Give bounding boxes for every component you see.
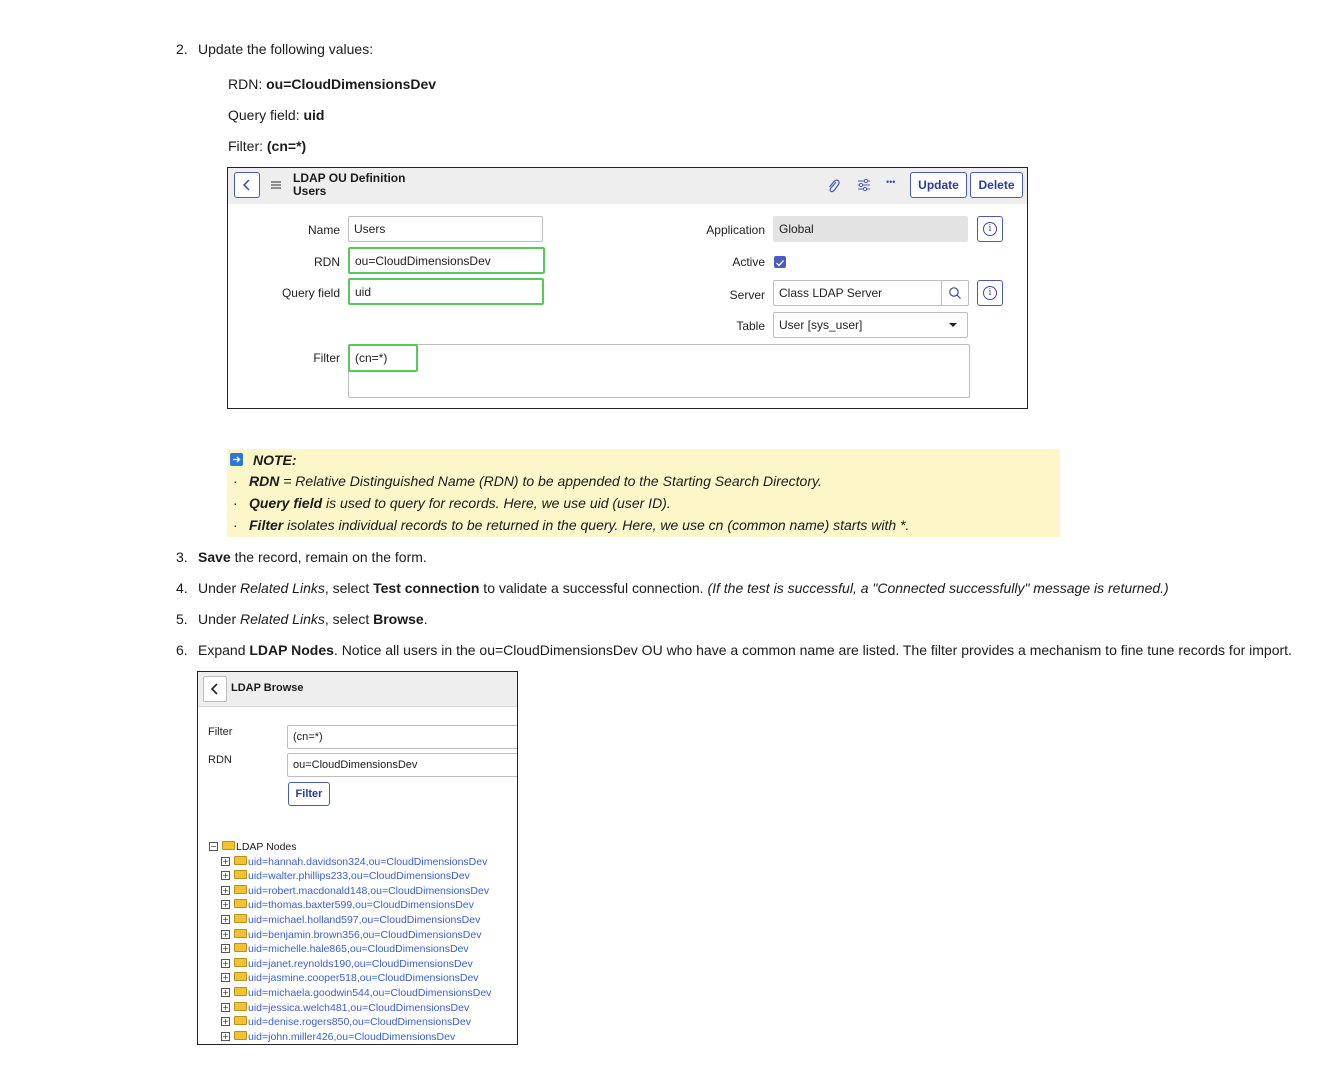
expand-icon[interactable]: + [222,929,229,939]
table-select[interactable]: User [sys_user] [773,312,968,338]
collapse-icon[interactable]: − [210,842,217,851]
folder-icon [234,1002,247,1011]
server-lookup-button[interactable] [941,280,969,306]
filter-textarea[interactable] [348,344,970,398]
rdn-instruction-value: ou=CloudDimensionsDev [266,76,437,92]
tree-node[interactable] [221,986,491,1000]
folder-icon [234,943,247,952]
expand-icon[interactable]: + [222,885,229,895]
tree-node-label[interactable]: uid=thomas.baxter599,ou=CloudDimensionsDev [248,899,474,912]
step-text: Expand [198,642,250,658]
filter-label: Filter [313,351,340,365]
info-icon: i [983,286,997,300]
caret-down-icon [948,321,958,329]
tree-node[interactable] [221,855,487,869]
note-text: is used to query for records. Here, we use uid (user ID). [322,495,671,511]
tree-node-label[interactable]: uid=denise.rogers850,ou=CloudDimensionsDev [248,1016,471,1029]
browse-rdn-label: RDN [208,754,232,766]
tree-node[interactable] [221,913,480,927]
form-subtitle: Users [293,184,327,198]
filter-value-highlight: (cn=*) [348,344,418,372]
expand-icon[interactable]: + [222,958,229,968]
rdn-input[interactable]: ou=CloudDimensionsDev [348,247,545,274]
tree-node[interactable] [221,942,469,956]
expand-icon[interactable]: + [222,915,229,924]
expand-icon[interactable]: + [222,1031,229,1041]
delete-button[interactable]: Delete [970,172,1023,198]
expand-icon[interactable]: + [222,988,229,997]
expand-icon[interactable]: + [222,871,229,881]
note-term: Query field [249,495,323,511]
browse-rdn-input[interactable]: ou=CloudDimensionsDev [287,753,517,777]
ldap-browse-panel [197,671,518,1045]
query-instruction [228,107,324,123]
rdn-label: RDN [314,255,340,269]
step-text: . [423,611,428,627]
tree-root-label: LDAP Nodes [236,841,297,853]
more-options-icon[interactable]: ••• [886,177,896,187]
paperclip-icon[interactable] [826,177,840,193]
folder-icon [234,914,247,923]
back-button[interactable] [234,172,260,198]
folder-open-icon [222,841,235,850]
tree-node-label[interactable]: uid=john.miller426,ou=CloudDimensionsDev [248,1030,456,1043]
expand-icon[interactable]: + [222,1002,229,1012]
browse-back-button[interactable] [203,676,227,702]
tree-node[interactable] [221,928,481,942]
search-icon [942,281,968,305]
note-term: Filter [249,517,284,533]
update-button[interactable]: Update [910,172,967,198]
folder-icon [234,885,247,894]
folder-icon [234,1016,247,1025]
step-bold: LDAP Nodes [249,642,334,658]
server-info-button[interactable] [977,280,1003,306]
browse-filter-input[interactable]: (cn=*) [287,725,517,749]
rdn-instruction-label: RDN: [228,76,263,92]
tree-root[interactable] [209,840,297,854]
tree-node-label[interactable]: uid=michaela.goodwin544,ou=CloudDimensionsDev [248,987,492,999]
step-italic: Related Links [240,580,325,596]
info-icon: i [983,222,997,236]
checkmark-icon [774,257,786,269]
tree-node-label[interactable]: uid=benjamin.brown356,ou=CloudDimensionsDev [248,928,482,941]
active-checkbox[interactable] [774,256,786,268]
note-text: = Relative Distinguished Name (RDN) to be appended to the Starting Search Directory. [279,473,822,489]
folder-icon [234,972,247,981]
note-title: NOTE: [253,452,297,468]
rdn-instruction [228,76,436,92]
step-text: , select [324,580,374,596]
step-note: (If the test is successful, a "Connected successfully" message is returned.) [707,580,1169,596]
tree-node[interactable] [221,957,473,971]
expand-icon[interactable]: + [222,900,229,910]
tree-node[interactable] [221,884,489,898]
step-text: the record, remain on the form. [230,549,427,565]
chevron-left-icon [235,173,259,197]
tree-node-label[interactable]: uid=walter.phillips233,ou=CloudDimensionsDev [248,870,470,883]
tree-node-label[interactable]: uid=janet.reynolds190,ou=CloudDimensionsDev [248,957,473,970]
folder-icon [234,987,247,996]
folder-icon [234,929,247,938]
tree-node-label[interactable]: uid=michelle.hale865,ou=CloudDimensionsDev [248,943,469,956]
active-label: Active [732,255,765,269]
expand-icon[interactable]: + [222,944,229,954]
step-bold: Browse [373,611,424,627]
browse-filter-button[interactable]: Filter [288,782,330,806]
browse-filter-label: Filter [208,726,233,738]
step-number: 4. [176,580,188,596]
step-number: 6. [176,642,188,658]
query-instruction-label: Query field: [228,107,300,123]
tree-node-label[interactable]: uid=jessica.welch481,ou=CloudDimensionsDev [248,1001,470,1014]
tree-node-label[interactable]: uid=hannah.davidson324,ou=CloudDimensionsDev [248,855,488,868]
step-text: Under [198,580,241,596]
name-input[interactable]: Users [348,216,543,242]
note-item: · Filter isolates individual records to be returned in the query. Here, we use cn (common name) starts with *. [233,517,910,533]
step-bold: Test connection [373,580,480,596]
browse-title: LDAP Browse [231,682,304,694]
query-instruction-value: uid [303,107,325,123]
step-text: Under [198,611,241,627]
form-header [228,168,1027,204]
tree-node[interactable] [221,1015,471,1029]
arrow-right-icon [230,453,243,466]
tree-node[interactable] [221,1030,455,1044]
query-field-input[interactable]: uid [348,278,544,305]
note-text: isolates individual records to be returned in the query. Here, we use cn (common name) starts with *. [283,517,910,533]
query-field-label: Query field [281,286,340,300]
note-item: · Query field is used to query for records. Here, we use uid (user ID). [233,495,671,511]
tree-node-label[interactable]: uid=michael.holland597,ou=CloudDimensionsDev [248,914,481,926]
hamburger-menu-icon[interactable] [270,179,282,191]
tree-node[interactable] [221,1001,469,1015]
server-input[interactable]: Class LDAP Server [773,280,942,306]
expand-icon[interactable]: + [222,1017,229,1027]
expand-icon[interactable]: + [222,973,229,983]
note-item: · RDN = Relative Distinguished Name (RDN) to be appended to the Starting Search Directory. [233,473,822,489]
folder-icon [234,958,247,967]
tree-node[interactable] [221,898,474,912]
step-text: to validate a successful connection. [479,580,708,596]
chevron-left-icon [204,677,226,701]
tree-node-label[interactable]: uid=robert.macdonald148,ou=CloudDimensionsDev [248,884,490,897]
step-bold: Save [198,549,231,565]
server-label: Server [729,288,765,302]
step-italic: Related Links [240,611,325,627]
folder-icon [234,856,247,865]
application-info-button[interactable] [977,216,1003,242]
name-label: Name [307,223,340,237]
form-title: LDAP OU Definition [293,171,406,185]
folder-icon [234,870,247,879]
filter-instruction [228,138,306,154]
note-box [227,449,1060,537]
note-term: RDN [249,473,280,489]
step-text: . Notice all users in the ou=CloudDimensionsDev OU who have a common name are listed. The filter provides a mechanism to fine tune records for import. [333,642,1292,658]
application-label: Application [706,223,765,237]
form-title-block [293,172,405,198]
step-number: 5. [176,611,188,627]
tree-node-label[interactable]: uid=jasmine.cooper518,ou=CloudDimensionsDev [248,972,479,985]
settings-sliders-icon[interactable] [857,178,871,192]
tree-node[interactable] [221,869,470,883]
step-text: , select [324,611,374,627]
filter-instruction-label: Filter: [228,138,263,154]
step-text: Update the following values: [198,41,374,57]
browse-header [198,672,517,707]
step-number: 3. [176,549,188,565]
expand-icon[interactable]: + [222,856,229,866]
step-number: 2. [176,41,188,57]
folder-icon [234,899,247,908]
table-label: Table [736,319,765,333]
filter-instruction-value: (cn=*) [266,138,307,154]
folder-icon [234,1031,247,1040]
application-input: Global [773,216,968,242]
ldap-ou-definition-form [227,167,1028,409]
tree-node[interactable] [221,971,479,985]
